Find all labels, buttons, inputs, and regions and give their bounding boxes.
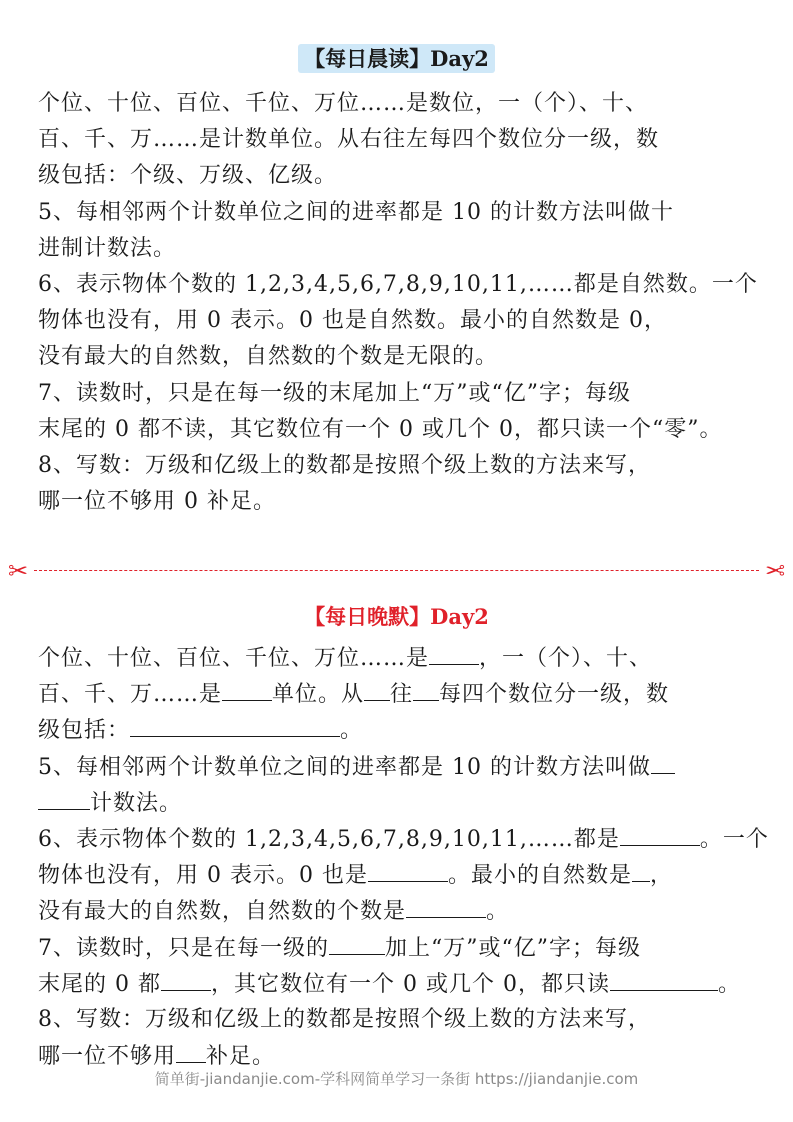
text-line: 5、每相邻两个计数单位之间的进率都是 10 的计数方法叫做	[38, 749, 760, 785]
fill-blank[interactable]	[222, 676, 272, 701]
text-line: 级包括： 。	[38, 712, 760, 748]
dashed-line	[34, 570, 759, 571]
text-line: 哪一位不够用 补足。	[38, 1038, 760, 1074]
morning-reading-title	[0, 44, 793, 74]
text-line: 8、写数：万级和亿级上的数都是按照个级上数的方法来写，	[38, 452, 651, 478]
text-line: 末尾的 0 都 ，其它数位有一个 0 或几个 0，都只读 。	[38, 966, 760, 1002]
fill-blank[interactable]	[406, 893, 486, 918]
text-line: 个位、十位、百位、千位、万位……是数位，一（个）、十、	[38, 91, 649, 116]
text-line: 7、读数时，只是在每一级的 加上“万”或“亿”字；每级	[38, 930, 760, 966]
title-day: Day2	[430, 46, 489, 71]
title-day: Day2	[430, 604, 489, 629]
fill-blank[interactable]	[176, 1038, 206, 1063]
fill-blank[interactable]	[610, 966, 718, 991]
text-line: 级包括：个级、万级、亿级。	[38, 163, 338, 189]
text-line: 个位、十位、百位、千位、万位……是 ，一（个）、十、	[38, 640, 760, 676]
text-line: 百、千、万……是 单位。从 往 每四个数位分一级，数	[38, 676, 760, 712]
fill-blank[interactable]	[632, 857, 650, 882]
text-line: 8、写数：万级和亿级上的数都是按照个级上数的方法来写，	[38, 1006, 651, 1032]
text-line: 计数法。	[38, 785, 760, 821]
text-line: 物体也没有，用 0 表示。0 也是 。最小的自然数是 ，	[38, 857, 760, 893]
evening-dictation-text	[38, 640, 769, 1074]
scissors-icon: ✂	[764, 557, 785, 585]
text-line: 哪一位不够用 0 补足。	[38, 489, 276, 515]
fill-blank[interactable]	[651, 749, 675, 774]
fill-blank[interactable]	[429, 640, 479, 665]
text-line: 没有最大的自然数，自然数的个数是 。	[38, 893, 760, 929]
fill-blank[interactable]	[329, 930, 385, 955]
text-line: 5、每相邻两个计数单位之间的进率都是 10 的计数方法叫做十	[38, 199, 674, 225]
text-line: 6、表示物体个数的 1,2,3,4,5,6,7,8,9,10,11,……都是自然数。一个	[38, 271, 758, 297]
fill-blank[interactable]	[161, 966, 211, 991]
text-line: 6、表示物体个数的 1,2,3,4,5,6,7,8,9,10,11,……都是 。一个	[38, 821, 760, 857]
footer-watermark: 简单街-jiandanjie.com-学科网简单学习一条街 https://jiandanjie.com	[154, 1070, 639, 1088]
text-line: 末尾的 0 都不读，其它数位有一个 0 或几个 0，都只读一个“零”。	[38, 416, 723, 442]
fill-blank[interactable]	[364, 676, 390, 701]
evening-dictation-title: 【每日晚默】Day2	[304, 604, 489, 629]
morning-reading-text	[38, 86, 760, 520]
text-line: 进制计数法。	[38, 235, 177, 261]
fill-blank[interactable]	[368, 857, 448, 882]
scissors-icon: ✂	[8, 557, 29, 585]
text-line: 没有最大的自然数，自然数的个数是无限的。	[38, 344, 499, 370]
text-line: 物体也没有，用 0 表示。0 也是自然数。最小的自然数是 0，	[38, 308, 667, 334]
text-line: 7、读数时，只是在每一级的末尾加上“万”或“亿”字；每级	[38, 380, 631, 406]
fill-blank[interactable]	[130, 712, 340, 737]
fill-blank[interactable]	[620, 821, 700, 846]
fill-blank[interactable]	[38, 785, 90, 810]
fill-blank[interactable]	[413, 676, 439, 701]
text-line: 百、千、万……是计数单位。从右往左每四个数位分一级，数	[38, 127, 660, 153]
title-highlight: 【每日晨读】Day2	[298, 44, 495, 73]
cut-line-divider	[8, 557, 785, 585]
